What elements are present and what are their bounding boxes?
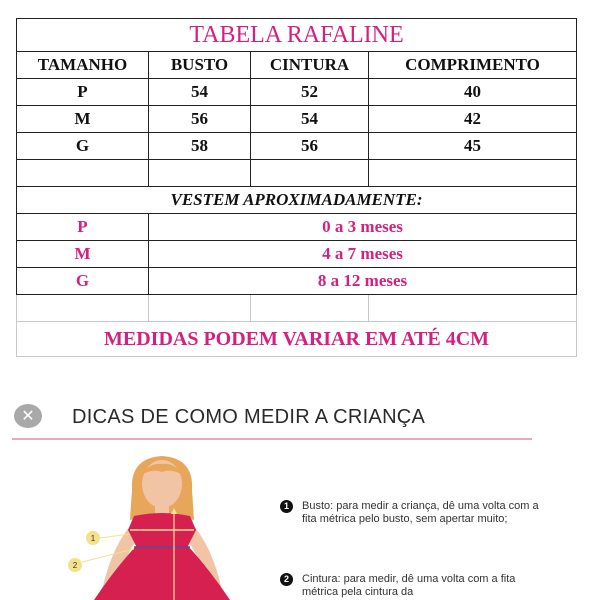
header-comprimento: COMPRIMENTO — [369, 52, 577, 79]
age-size-cell: P — [17, 214, 149, 241]
close-icon[interactable]: ✕ — [14, 404, 42, 428]
marker-2-label: 2 — [72, 561, 78, 570]
size-cell: G — [17, 133, 149, 160]
empty-row — [17, 160, 577, 187]
empty-row — [17, 295, 577, 322]
number-1-icon: 1 — [280, 500, 293, 513]
header-cintura: CINTURA — [251, 52, 369, 79]
header-busto: BUSTO — [149, 52, 251, 79]
tip-bust — [280, 500, 550, 526]
number-2-icon: 2 — [280, 573, 293, 586]
waist-cell: 52 — [251, 79, 369, 106]
size-cell: P — [17, 79, 149, 106]
tip-waist-text: Cintura: para medir, dê uma volta com a fita métrica pela cintura da — [302, 573, 516, 598]
size-cell: M — [17, 106, 149, 133]
table-row — [17, 79, 577, 106]
ages-subtitle: VESTEM APROXIMADAMENTE: — [17, 187, 577, 214]
tips-header — [12, 402, 532, 440]
child-figure — [60, 450, 270, 600]
table-row — [17, 106, 577, 133]
table-row — [17, 133, 577, 160]
size-table — [16, 18, 577, 357]
age-size-cell: M — [17, 241, 149, 268]
age-range-cell: 4 a 7 meses — [149, 241, 577, 268]
tips-title: DICAS DE COMO MEDIR A CRIANÇA — [72, 406, 426, 428]
bust-cell: 58 — [149, 133, 251, 160]
age-range-cell: 0 a 3 meses — [149, 214, 577, 241]
age-range-cell: 8 a 12 meses — [149, 268, 577, 295]
variation-note: MEDIDAS PODEM VARIAR EM ATÉ 4CM — [17, 322, 577, 357]
bust-cell: 54 — [149, 79, 251, 106]
length-cell: 45 — [369, 133, 577, 160]
waist-cell: 56 — [251, 133, 369, 160]
age-size-cell: G — [17, 268, 149, 295]
marker-1-label: 1 — [90, 534, 96, 543]
header-tamanho: TAMANHO — [17, 52, 149, 79]
age-row — [17, 268, 577, 295]
length-cell: 40 — [369, 79, 577, 106]
waist-cell: 54 — [251, 106, 369, 133]
age-row — [17, 214, 577, 241]
table-title: TABELA RAFALINE — [17, 19, 577, 52]
tip-bust-text: Busto: para medir a criança, dê uma volta com a fita métrica pelo busto, sem apertar muito; — [302, 500, 539, 525]
bust-cell: 56 — [149, 106, 251, 133]
length-cell: 42 — [369, 106, 577, 133]
tip-waist — [280, 573, 550, 599]
age-row — [17, 241, 577, 268]
